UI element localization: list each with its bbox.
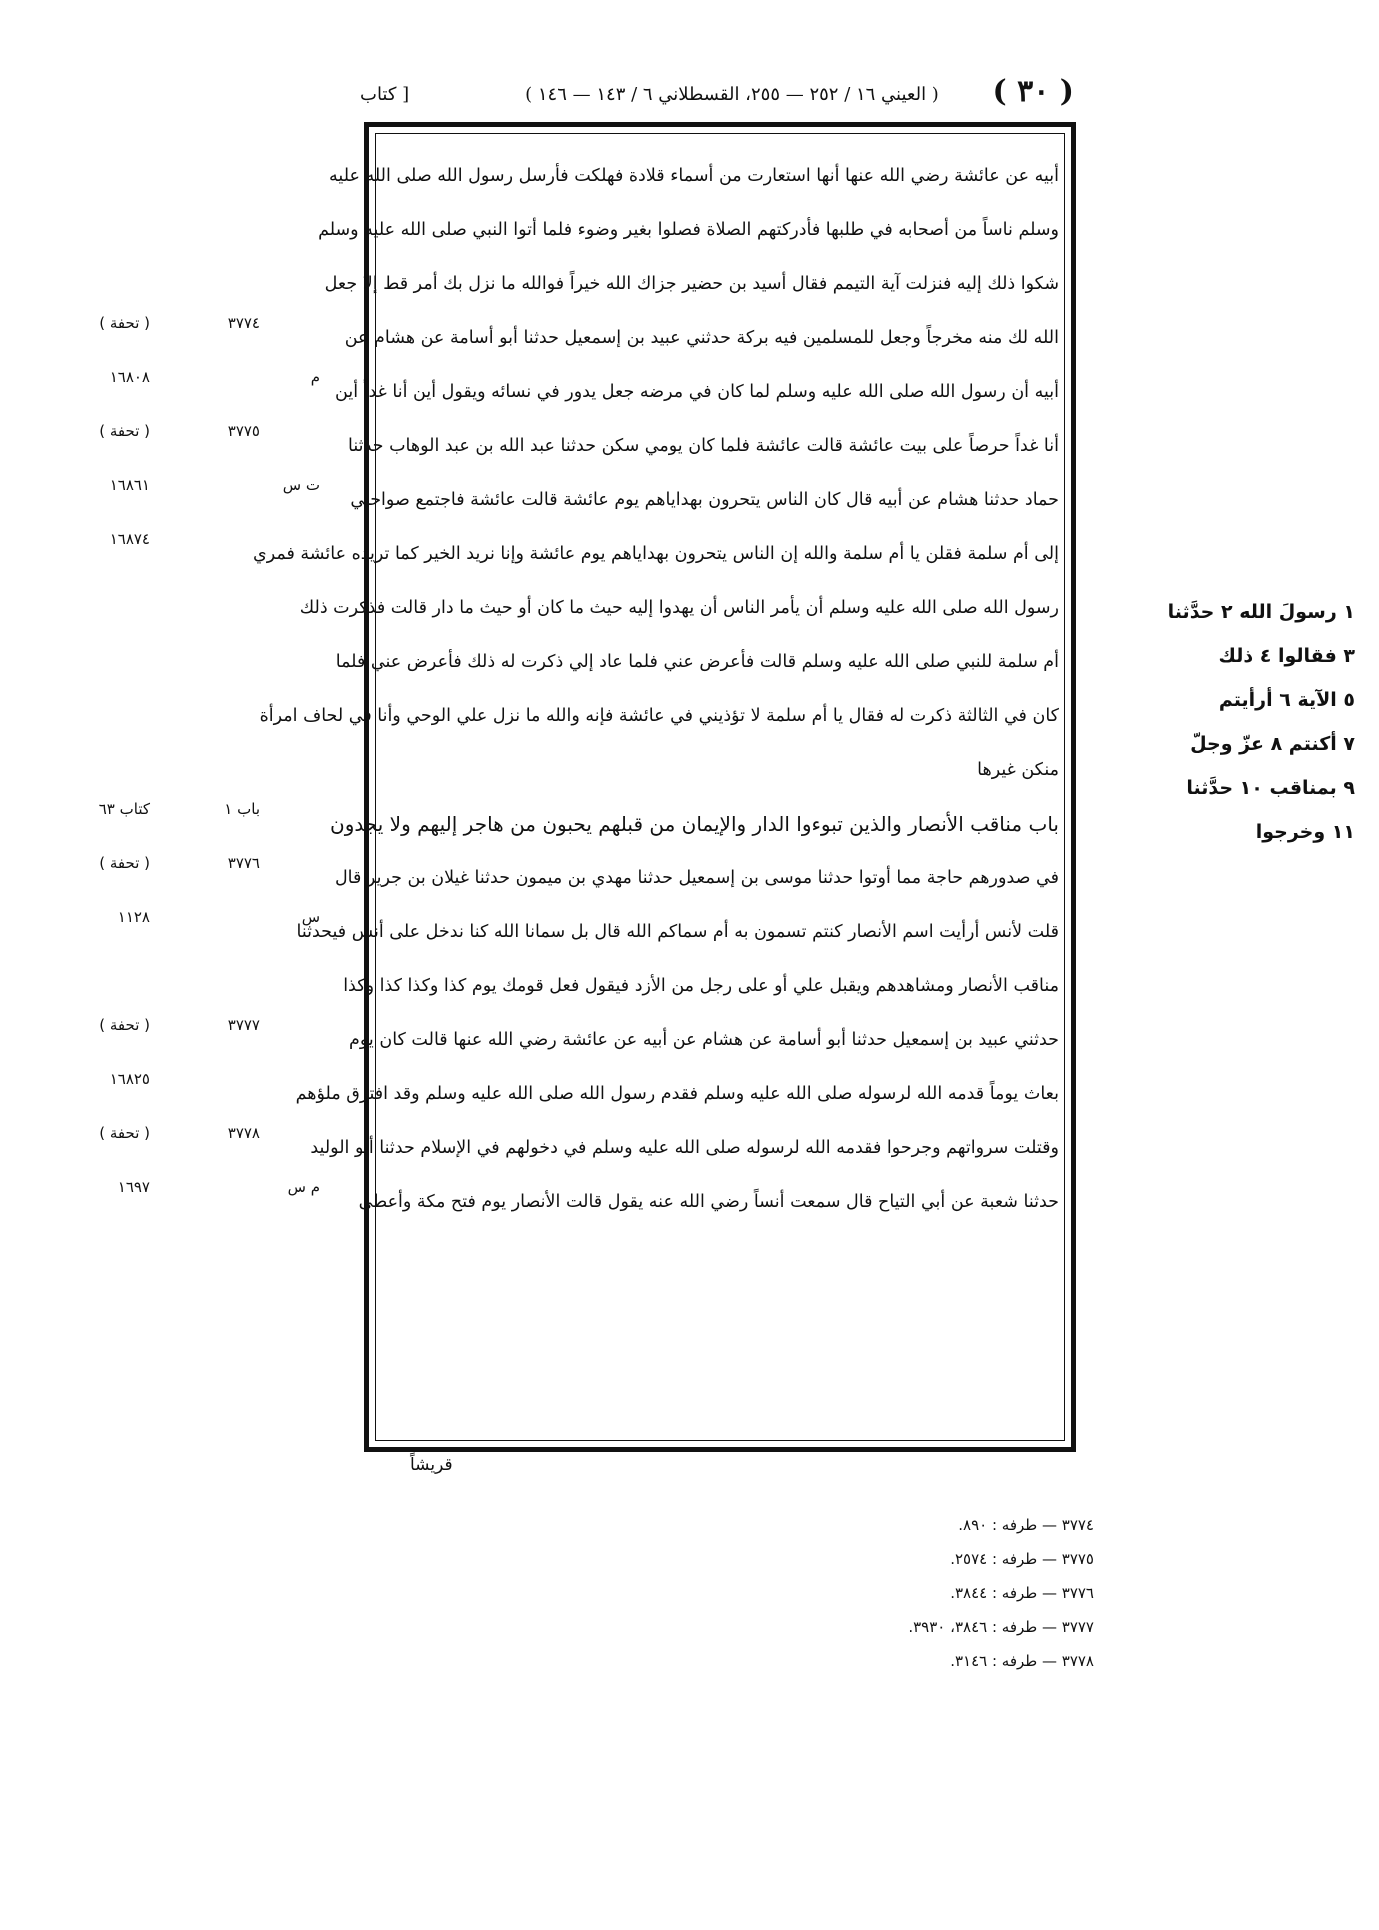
text-line: الله لك منه مخرجاً وجعل للمسلمين فيه بركة حدثني عبيد بن إسمعيل حدثنا أبو أسامة عن هشام عن (344, 328, 1059, 348)
chapter-heading-line: باب مناقب الأنصار والذين تبوءوا الدار والإيمان من قبلهم يحبون من هاجر إليهم ولا يجدون (330, 812, 1059, 836)
text-line: أنا غداً حرصاً على بيت عائشة قالت عائشة فلما كان يومي سكن حدثنا عبد الله بن عبد الوهاب حدثنا (348, 436, 1059, 456)
hadith-text-block (253, 149, 1059, 1229)
text-line: أم سلمة للنبي صلى الله عليه وسلم قالت فأعرض عني فلما عاد إلي ذكرت له ذلك فأعرض عني فلما (335, 652, 1059, 672)
text-line: قلت لأنس أرأيت اسم الأنصار كنتم تسمون به أم سماكم الله قال بل سمانا الله كنا ندخل على أنس فيحدثنا (296, 922, 1059, 942)
variant-note: ٧ أكنتم ٨ عزّ وجلّ (1190, 733, 1355, 755)
text-frame (253, 122, 1076, 1452)
margin-reference-row (80, 368, 350, 392)
margin-hadith-number: ٣٧٧٥ (227, 422, 260, 440)
text-line: بعاث يوماً قدمه الله لرسوله صلى الله عليه وسلم فقدم رسول الله صلى الله عليه وسلم وقد افترق ملؤهم (295, 1084, 1059, 1104)
text-line: رسول الله صلى الله عليه وسلم أن يأمر الناس أن يهدوا إليه حيث ما كان أو حيث ما دار قالت فذكرت ذلك (299, 598, 1059, 618)
variant-note: ٣ فقالوا ٤ ذلك (1218, 645, 1355, 667)
footnote: ٣٧٧٥ — طرفه : ٢٥٧٤. (950, 1550, 1094, 1568)
margin-book-ref: ١١٢٨ (117, 908, 150, 926)
text-line: حماد حدثنا هشام عن أبيه قال كان الناس يتحرون بهداياهم يوم عائشة قالت عائشة فاجتمع صواحبي (350, 490, 1059, 510)
text-line: كان في الثالثة ذكرت له فقال يا أم سلمة لا تؤذيني في عائشة فإنه والله ما نزل علي الوحي وأنا في لحاف امرأة (259, 706, 1059, 726)
margin-collection-siglum: م س (287, 1178, 320, 1196)
margin-book-ref: ١٦٨٠٨ (109, 368, 150, 386)
margin-reference-row (80, 476, 350, 500)
margin-book-ref: ( تحفة ) (99, 1016, 150, 1034)
footnote: ٣٧٧٨ — طرفه : ٣١٤٦. (950, 1652, 1094, 1670)
text-line: في صدورهم حاجة مما أوتوا حدثنا موسى بن إسمعيل حدثنا مهدي بن ميمون حدثنا غيلان بن جرير قال (334, 868, 1059, 888)
commentary-references: ( العيني ١٦ / ٢٥٢ — ٢٥٥، القسطلاني ٦ / ١٤٣ — ١٤٦ ) (525, 84, 939, 105)
margin-book-ref: ( تحفة ) (99, 314, 150, 332)
margin-reference-row (80, 1178, 350, 1202)
text-line: وقتلت سرواتهم وجرحوا فقدمه الله لرسوله صلى الله عليه وسلم في دخولهم في الإسلام حدثنا أبو الوليد (310, 1138, 1059, 1158)
running-book-title: [ كتاب (360, 84, 410, 105)
margin-hadith-number: باب ١ (224, 800, 260, 818)
margin-hadith-number: ٣٧٧٦ (227, 854, 260, 872)
margin-reference-row (80, 908, 350, 932)
footnote: ٣٧٧٦ — طرفه : ٣٨٤٤. (950, 1584, 1094, 1602)
text-line: وسلم ناساً من أصحابه في طلبها فأدركتهم الصلاة فصلوا بغير وضوء فلما أتوا النبي صلى الله عليه وسلم (318, 220, 1059, 240)
margin-book-ref: ( تحفة ) (99, 1124, 150, 1142)
margin-collection-siglum: ت س (282, 476, 320, 494)
variant-note: ١ رسولَ الله ٢ حدَّثنا (1167, 601, 1355, 623)
footnotes (694, 1508, 1094, 1678)
margin-book-ref: ١٦٨٢٥ (109, 1070, 150, 1088)
text-line: أبيه عن عائشة رضي الله عنها أنها استعارت من أسماء قلادة فهلكت فأرسل رسول الله صلى الله عليه (329, 166, 1059, 186)
text-line: منكن غيرها (977, 760, 1059, 780)
text-line: إلى أم سلمة فقلن يا أم سلمة والله إن الناس يتحرون بهداياهم يوم عائشة وإنا نريد الخير كما تريده عائشة فمري (253, 544, 1059, 564)
margin-collection-siglum: س (301, 908, 320, 926)
text-line: أبيه أن رسول الله صلى الله عليه وسلم لما كان في مرضه جعل يدور في نسائه ويقول أين أنا غداً أين (335, 382, 1059, 402)
margin-book-ref: كتاب ٦٣ (98, 800, 150, 818)
margin-reference-row (80, 800, 350, 824)
margin-hadith-number: ٣٧٧٧ (227, 1016, 260, 1034)
margin-reference-row (80, 314, 350, 338)
margin-hadith-number: ٣٧٧٨ (227, 1124, 260, 1142)
variant-note: ١١ وخرجوا (1255, 821, 1355, 843)
margin-book-ref: ١٦٩٧ (117, 1178, 150, 1196)
margin-book-ref: ( تحفة ) (99, 422, 150, 440)
margin-collection-siglum: م (310, 368, 320, 386)
text-line: مناقب الأنصار ومشاهدهم ويقبل علي أو على رجل من الأزد فيقول فعل قومك يوم كذا وكذا كذا وكذا (343, 976, 1059, 996)
margin-book-ref: ١٦٨٦١ (109, 476, 150, 494)
variant-note: ٥ الآية ٦ أرأيتم (1218, 689, 1355, 711)
variant-readings-margin (1120, 590, 1355, 854)
margin-reference-row (80, 1070, 350, 1094)
margin-reference-row (80, 530, 350, 554)
text-line: شكوا ذلك إليه فنزلت آية التيمم فقال أسيد بن حضير جزاك الله خيراً فوالله ما نزل بك أمر قط إلا جعل (324, 274, 1059, 294)
margin-book-ref: ( تحفة ) (99, 854, 150, 872)
page-header (360, 74, 1074, 114)
margin-book-ref: ١٦٨٧٤ (109, 530, 150, 548)
margin-hadith-number: ٣٧٧٤ (227, 314, 260, 332)
footnote: ٣٧٧٧ — طرفه : ٣٨٤٦، ٣٩٣٠. (908, 1618, 1094, 1636)
page-number: ( ٣٠ ) (992, 74, 1074, 109)
catchword: قريشاً (410, 1455, 453, 1475)
variant-note: ٩ بمناقب ١٠ حدَّثنا (1186, 777, 1355, 799)
margin-reference-row (80, 1016, 350, 1040)
margin-reference-row (80, 422, 350, 446)
text-line: حدثنا شعبة عن أبي التياح قال سمعت أنساً رضي الله عنه يقول قالت الأنصار يوم فتح مكة وأعطى (358, 1192, 1059, 1212)
margin-reference-row (80, 854, 350, 878)
footnote: ٣٧٧٤ — طرفه : ٨٩٠. (958, 1516, 1094, 1534)
text-line: حدثني عبيد بن إسمعيل حدثنا أبو أسامة عن هشام عن أبيه عن عائشة رضي الله عنها قالت كان يوم (349, 1030, 1059, 1050)
margin-reference-row (80, 1124, 350, 1148)
